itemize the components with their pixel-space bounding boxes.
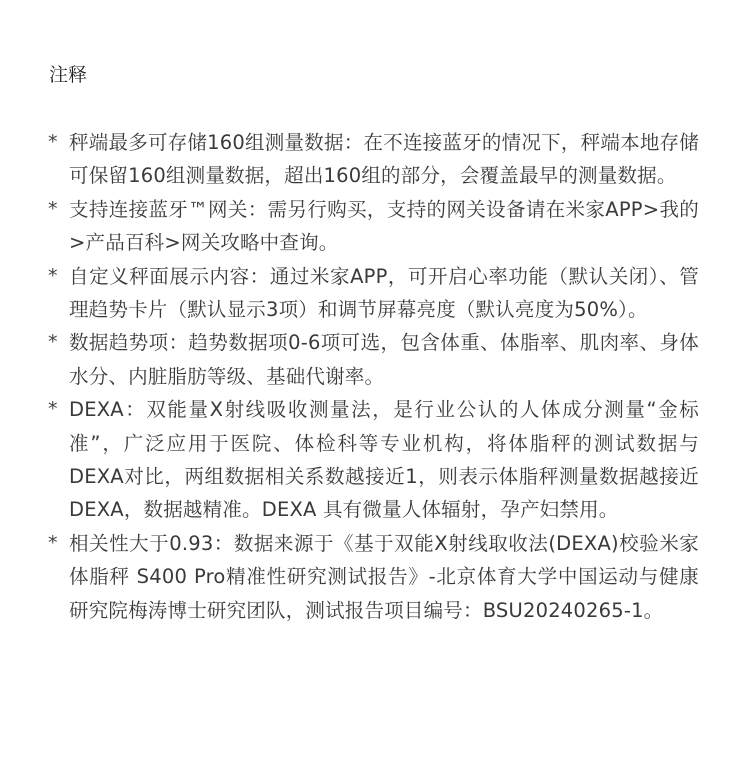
note-dexa: DEXA：双能量X射线吸收测量法，是行业公认的人体成分测量“金标准”，广泛应用于医院、体检科等专业机构，将体脂秤的测试数据与 DEXA对比，两组数据相关系数越接近1，则表示体脂秤测量数据越接近 DEXA，数据越精准。DEXA 具有微量人体辐射，孕产妇禁用。 bbox=[69, 398, 699, 522]
bullet-marker: * bbox=[48, 331, 58, 354]
bullet-marker: * bbox=[48, 264, 58, 287]
note-item bbox=[48, 193, 702, 260]
note-item bbox=[48, 260, 702, 327]
bullet-marker: * bbox=[48, 131, 58, 153]
note-trend-items: 数据趋势项：趋势数据项0-6项可选，包含体重、体脂率、肌肉率、身体水分、内脏脂肪等级、基础代谢率。 bbox=[69, 331, 699, 388]
note-storage-capacity: 秤端最多可存储160组测量数据：在不连接蓝牙的情况下，秤端本地存储可保留160组测量数据，超出160组的部分，会覆盖最早的测量数据。 bbox=[69, 131, 699, 188]
note-item bbox=[48, 393, 702, 527]
note-display-customization: 自定义秤面展示内容：通过米家APP，可开启心率功能（默认关闭）、管理趋势卡片（默认显示3项）和调节屏幕亮度（默认亮度为50%）。 bbox=[69, 264, 699, 322]
notes-heading: 注释 bbox=[49, 64, 88, 86]
bullet-marker: * bbox=[48, 398, 58, 421]
note-item bbox=[48, 326, 702, 393]
note-bluetooth-gateway: 支持连接蓝牙™网关：需另行购买，支持的网关设备请在米家APP>我的>产品百科>网关攻略中查询。 bbox=[69, 197, 699, 255]
notes-list bbox=[48, 126, 702, 627]
bullet-marker: * bbox=[48, 197, 58, 220]
bullet-marker: * bbox=[48, 531, 58, 554]
note-correlation-source: 相关性大于0.93：数据来源于《基于双能X射线取收法(DEXA)校验米家体脂秤 S400 Pro精准性研究测试报告》-北京体育大学中国运动与健康研究院梅涛博士研究团队，测试报告项目编号：BSU20240265-1。 bbox=[69, 531, 699, 622]
note-item bbox=[48, 527, 702, 627]
note-item bbox=[48, 126, 702, 193]
